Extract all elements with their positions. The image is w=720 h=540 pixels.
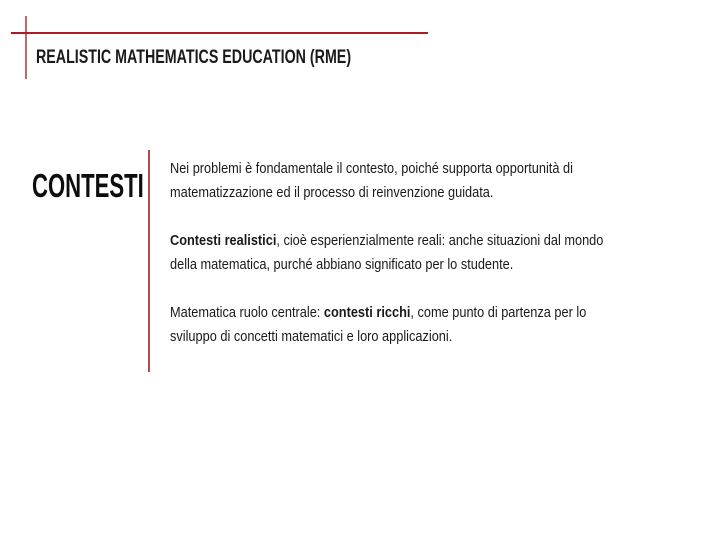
section-heading: CONTESTI <box>32 167 144 204</box>
paragraph-2 <box>170 229 663 277</box>
paragraph-2-line-1-rest: , cioè esperienzialmente reali: anche situazioni dal mondo <box>276 233 604 249</box>
content-divider-line <box>148 150 150 372</box>
body-text-block <box>170 157 663 373</box>
paragraph-3-line-2: sviluppo di concetti matematici e loro applicazioni. <box>170 329 453 345</box>
paragraph-3-line-1-rest: , come punto di partenza per lo <box>410 305 587 321</box>
paragraph-3-line-1-pre: Matematica ruolo centrale: <box>170 305 324 321</box>
decorative-horizontal-line <box>11 32 428 34</box>
paragraph-1-line-1: Nei problemi è fondamentale il contesto, poiché supporta opportunità di <box>170 161 573 177</box>
paragraph-2-line-1 <box>170 229 663 253</box>
slide-title: REALISTIC MATHEMATICS EDUCATION (RME) <box>36 47 352 68</box>
decorative-vertical-line <box>25 16 27 79</box>
paragraph-1 <box>170 157 663 205</box>
paragraph-2-line-2: della matematica, purché abbiano significato per lo studente. <box>170 257 514 273</box>
paragraph-1-line-2: matematizzazione ed il processo di reinvenzione guidata. <box>170 185 494 201</box>
bold-term-contesti-ricchi: contesti ricchi <box>323 305 411 321</box>
bold-term-contesti-realistici: Contesti realistici <box>170 233 277 249</box>
paragraph-3 <box>170 301 663 349</box>
paragraph-3-line-1 <box>170 301 663 325</box>
